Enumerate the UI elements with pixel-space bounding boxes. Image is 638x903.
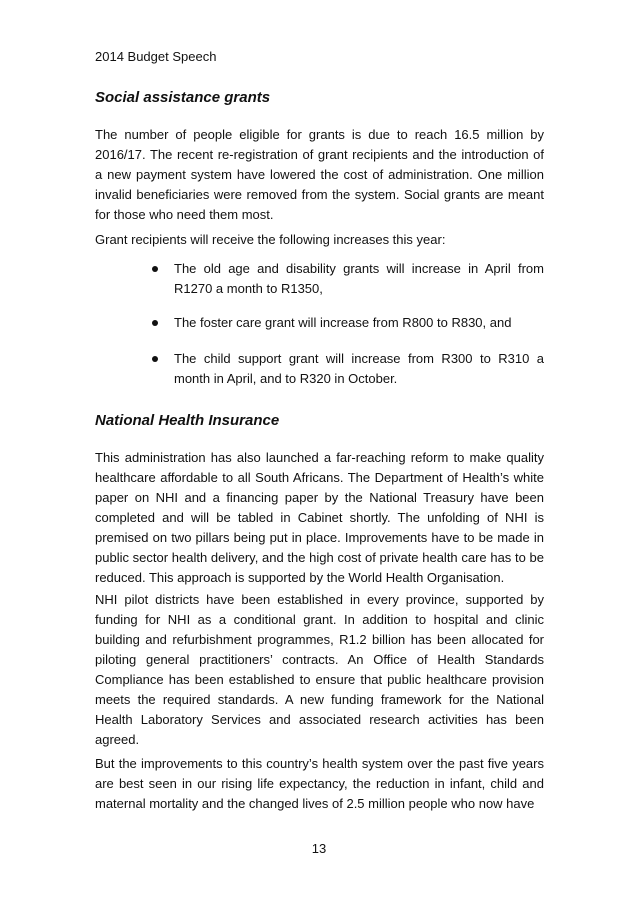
- bullet-text-child-support-grant: The child support grant will increase from R300 to R310 a month in April, and to R320 in October.: [174, 351, 544, 386]
- bullet-icon: [152, 320, 158, 326]
- paragraph-nhi-pilot-districts: NHI pilot districts have been established in every province, supported by funding for NHI as a conditional grant. In addition to hospital and clinic building and refurbishment programmes, R1.2 billion has been allocated for piloting general practitioners’ contracts. An Office of Health Standards Compliance has been established to ensure that public healthcare provision meets the required standards. A new funding framework for the National Health Laboratory Services and associated research activities has been agreed.: [95, 592, 544, 747]
- section-heading-national-health-insurance: National Health Insurance: [95, 412, 280, 429]
- paragraph-grant-increases-intro: Grant recipients will receive the following increases this year:: [95, 232, 446, 247]
- bullet-icon: [152, 356, 158, 362]
- running-header: 2014 Budget Speech: [95, 49, 217, 64]
- bullet-text-old-age-grant: The old age and disability grants will increase in April from R1270 a month to R1350,: [174, 261, 544, 296]
- paragraph-nhi-reform: This administration has also launched a far-reaching reform to make quality healthcare affordable to all South Africans. The Department of Health’s white paper on NHI and a financing paper by the National Treasury have been completed and will be tabled in Cabinet shortly. The unfolding of NHI is premised on two pillars being put in place. Improvements have to be made in public sector health delivery, and the high cost of private health care has to be reduced. This approach is supported by the World Health Organisation.: [95, 450, 544, 585]
- paragraph-grant-eligibility: The number of people eligible for grants is due to reach 16.5 million by 2016/17. The recent re-registration of grant recipients and the introduction of a new payment system have lowered the cost of administration. One million invalid beneficiaries were removed from the system. Social grants are meant for those who need them most.: [95, 127, 544, 222]
- section-heading-social-assistance-grants: Social assistance grants: [95, 89, 271, 106]
- paragraph-health-improvements: But the improvements to this country’s health system over the past five years are best seen in our rising life expectancy, the reduction in infant, child and maternal mortality and the changed lives of 2.5 million people who now have: [95, 756, 544, 811]
- bullet-text-foster-care-grant: The foster care grant will increase from R800 to R830, and: [174, 315, 512, 330]
- page-number: 13: [311, 841, 327, 856]
- bullet-icon: [152, 266, 158, 272]
